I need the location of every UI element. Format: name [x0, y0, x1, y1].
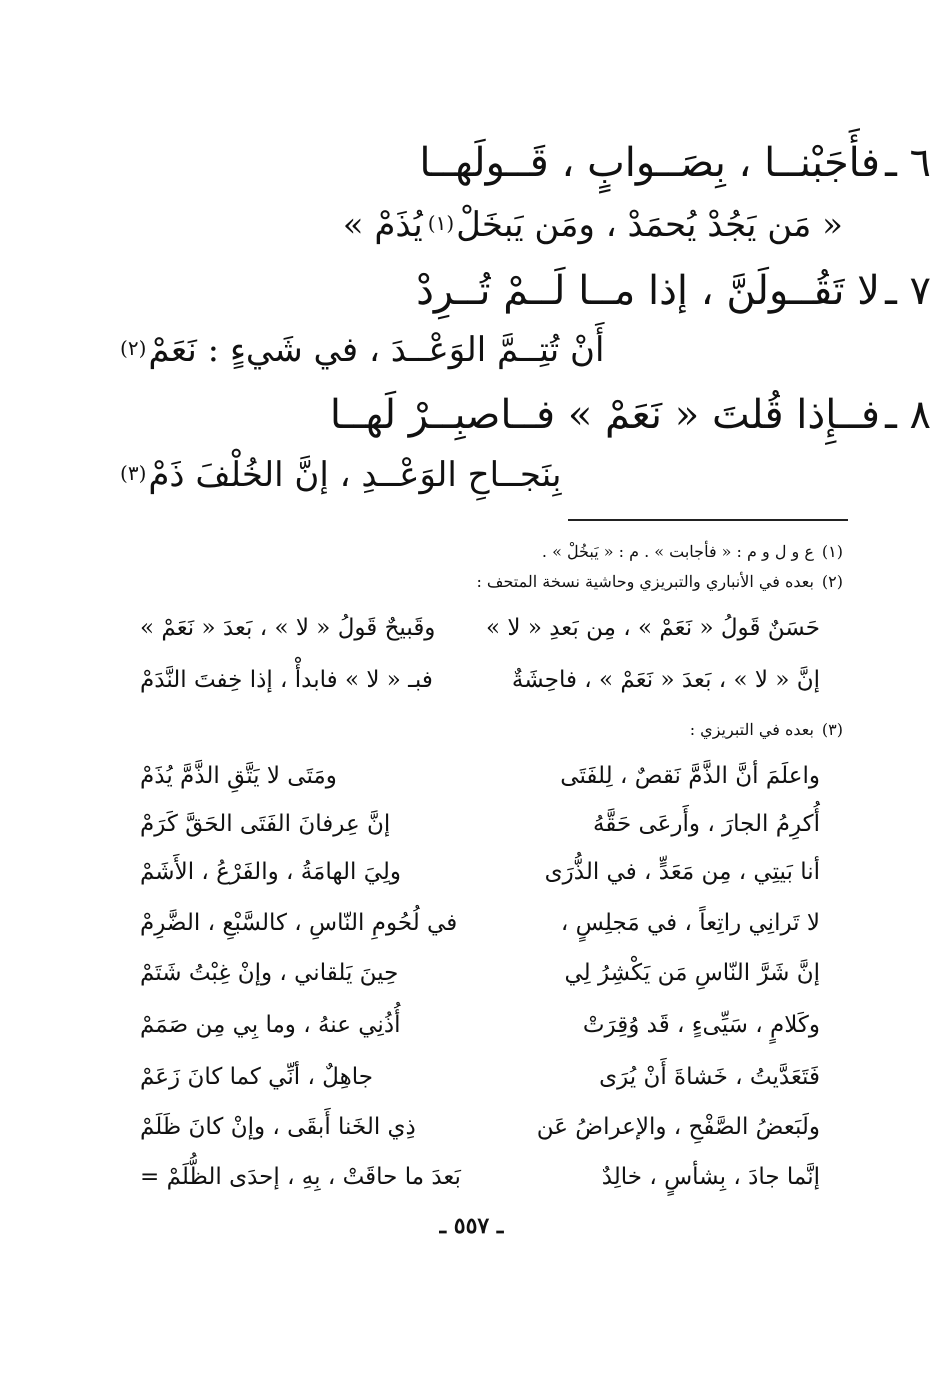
footnote-number: (٣) [821, 720, 843, 739]
footnote-marker: (٢) [120, 335, 147, 360]
footnote-3-couplet [130, 1114, 830, 1160]
verse-text: فأَجَبْنــا ، بِصَــوابٍ ، قَــولَهــا [419, 140, 880, 186]
verse-text: بِنَجــاحِ الوَعْــدِ ، إنَّ الخُلْفَ ذَمْ [148, 455, 562, 495]
couplet-first-hemistich: فَتَعَدَّيتُ ، خَشاةَ أَنْ يُرَى [599, 1064, 820, 1090]
verse-8-second-hemistich [120, 455, 562, 495]
verse-text-end: يُذَمْ » [342, 205, 423, 245]
verse-text: أَنْ تُتِــمَّ الوَعْــدَ ، في شَيءٍ : نَعَمْ [148, 330, 605, 370]
couplet-first-hemistich: إنَّما جادَ ، بِشأسٍ ، خالِدٌ [601, 1164, 820, 1190]
footnote-3-couplet [130, 1064, 830, 1110]
couplet-first-hemistich: أنا بَيتِي ، مِن مَعَدٍّ ، في الذُّرَى [544, 859, 820, 885]
verse-number: ٨ ـ [885, 392, 931, 438]
verse-text: لا تَقُــولَنَّ ، إذا مــا لَــمْ تُــرِدْ [416, 268, 880, 314]
verse-number: ٦ ـ [885, 140, 931, 186]
couplet-second-hemistich: أُذُنِي عنهُ ، وما بِي مِن صَمَمْ [140, 1012, 401, 1038]
couplet-second-hemistich: فبـ « لا » فابدأْ ، إذا خِفتَ النَّدَمْ [140, 667, 433, 693]
couplet-second-hemistich: ذِي الخَنا أَبقَى ، وإنْ كانَ ظَلَمْ [140, 1114, 416, 1140]
footnote-2-couplet [130, 667, 830, 713]
couplet-first-hemistich: إنَّ « لا » ، بَعدَ « نَعَمْ » ، فاحِشَةٌ [511, 667, 820, 693]
footnote-1 [542, 542, 843, 561]
footnote-separator [568, 519, 848, 521]
page-number: ـ ٥٥٧ ـ [439, 1213, 504, 1239]
footnote-marker: (٣) [120, 460, 147, 485]
verse-7-second-hemistich [120, 330, 604, 370]
footnote-marker: (١) [427, 210, 455, 235]
couplet-second-hemistich: ولِيَ الهامَةُ ، والفَرْعُ ، الأَشَمْ [140, 859, 401, 885]
verse-text: « مَن يَجُدْ يُحمَدْ ، ومَن يَبخَلْ [456, 205, 843, 245]
footnote-3-couplet [130, 859, 830, 905]
couplet-first-hemistich: إنَّ شَرَّ النّاسِ مَن يَكْشِرُ لِي [564, 960, 820, 986]
verse-text: فــإِذا قُلتَ « نَعَمْ » فــاصبِــرْ لَهــا [329, 392, 880, 438]
footnote-text: بعده في الأنباري والتبريزي وحاشية نسخة المتحف : [476, 572, 814, 591]
verse-8-first-hemistich [330, 392, 931, 438]
couplet-second-hemistich: وقَبيحٌ قَولُ « لا » ، بَعدَ « نَعَمْ » [140, 615, 436, 641]
couplet-first-hemistich: وكَلامٍ ، سَيِّىءٍ ، قَد وُقِرَتْ [582, 1012, 820, 1038]
couplet-first-hemistich: أُكرِمُ الجارَ ، وأَرعَى حَقَّهُ [593, 811, 820, 837]
footnote-3-couplet [130, 763, 830, 809]
footnote-3-couplet [130, 1164, 830, 1210]
verse-6-second-hemistich [343, 205, 843, 245]
footnote-3-couplet [130, 960, 830, 1006]
couplet-second-hemistich: جاهِلٌ ، أنِّي كما كانَ زَعَمْ [140, 1064, 373, 1090]
couplet-second-hemistich: إنَّ عِرفانَ الفَتَى الحَقَّ كَرَمْ [140, 811, 391, 837]
footnote-text: بعده في التبريزي : [689, 720, 814, 739]
footnote-2-couplet [130, 615, 830, 661]
couplet-second-hemistich: ومَتَى لا يَتَّقِ الذَّمَّ يُذَمْ [140, 763, 337, 789]
couplet-first-hemistich: ولَبَعضُ الصَّفْحِ ، والإعراضُ عَن [536, 1114, 820, 1140]
footnote-3-couplet [130, 910, 830, 956]
verse-7-first-hemistich [416, 268, 931, 314]
verse-number: ٧ ـ [885, 268, 931, 314]
footnote-3-couplet [130, 811, 830, 857]
couplet-second-hemistich: في لُحُومِ النّاسِ ، كالسَّبْعِ ، الضَّرِمْ [140, 910, 458, 936]
couplet-first-hemistich: لا تَرانِي راتِعاً ، في مَجلِسٍ ، [560, 910, 820, 936]
couplet-second-hemistich: بَعدَ ما حاقَتْ ، بِهِ ، إحدَى الظُّلَمْ = [140, 1164, 461, 1190]
footnote-number: (١) [821, 542, 843, 561]
footnote-number: (٢) [821, 572, 843, 591]
couplet-second-hemistich: حِينَ يَلقاني ، وإنْ غِبْتُ شَتَمْ [140, 960, 399, 986]
footnote-3 [690, 720, 843, 739]
footnote-3-couplet [130, 1012, 830, 1058]
footnote-2 [476, 572, 843, 591]
verse-6-first-hemistich [419, 140, 931, 186]
couplet-first-hemistich: واعلَمَ أنَّ الذَّمَّ نَقصٌ ، لِلفَتَى [560, 763, 820, 789]
couplet-first-hemistich: حَسَنٌ قَولُ « نَعَمْ » ، مِن بَعدِ « لا » [486, 615, 820, 641]
footnote-text: ع و ل و م : « فأجابت » . م : « يَبخُلْ » . [541, 542, 814, 561]
